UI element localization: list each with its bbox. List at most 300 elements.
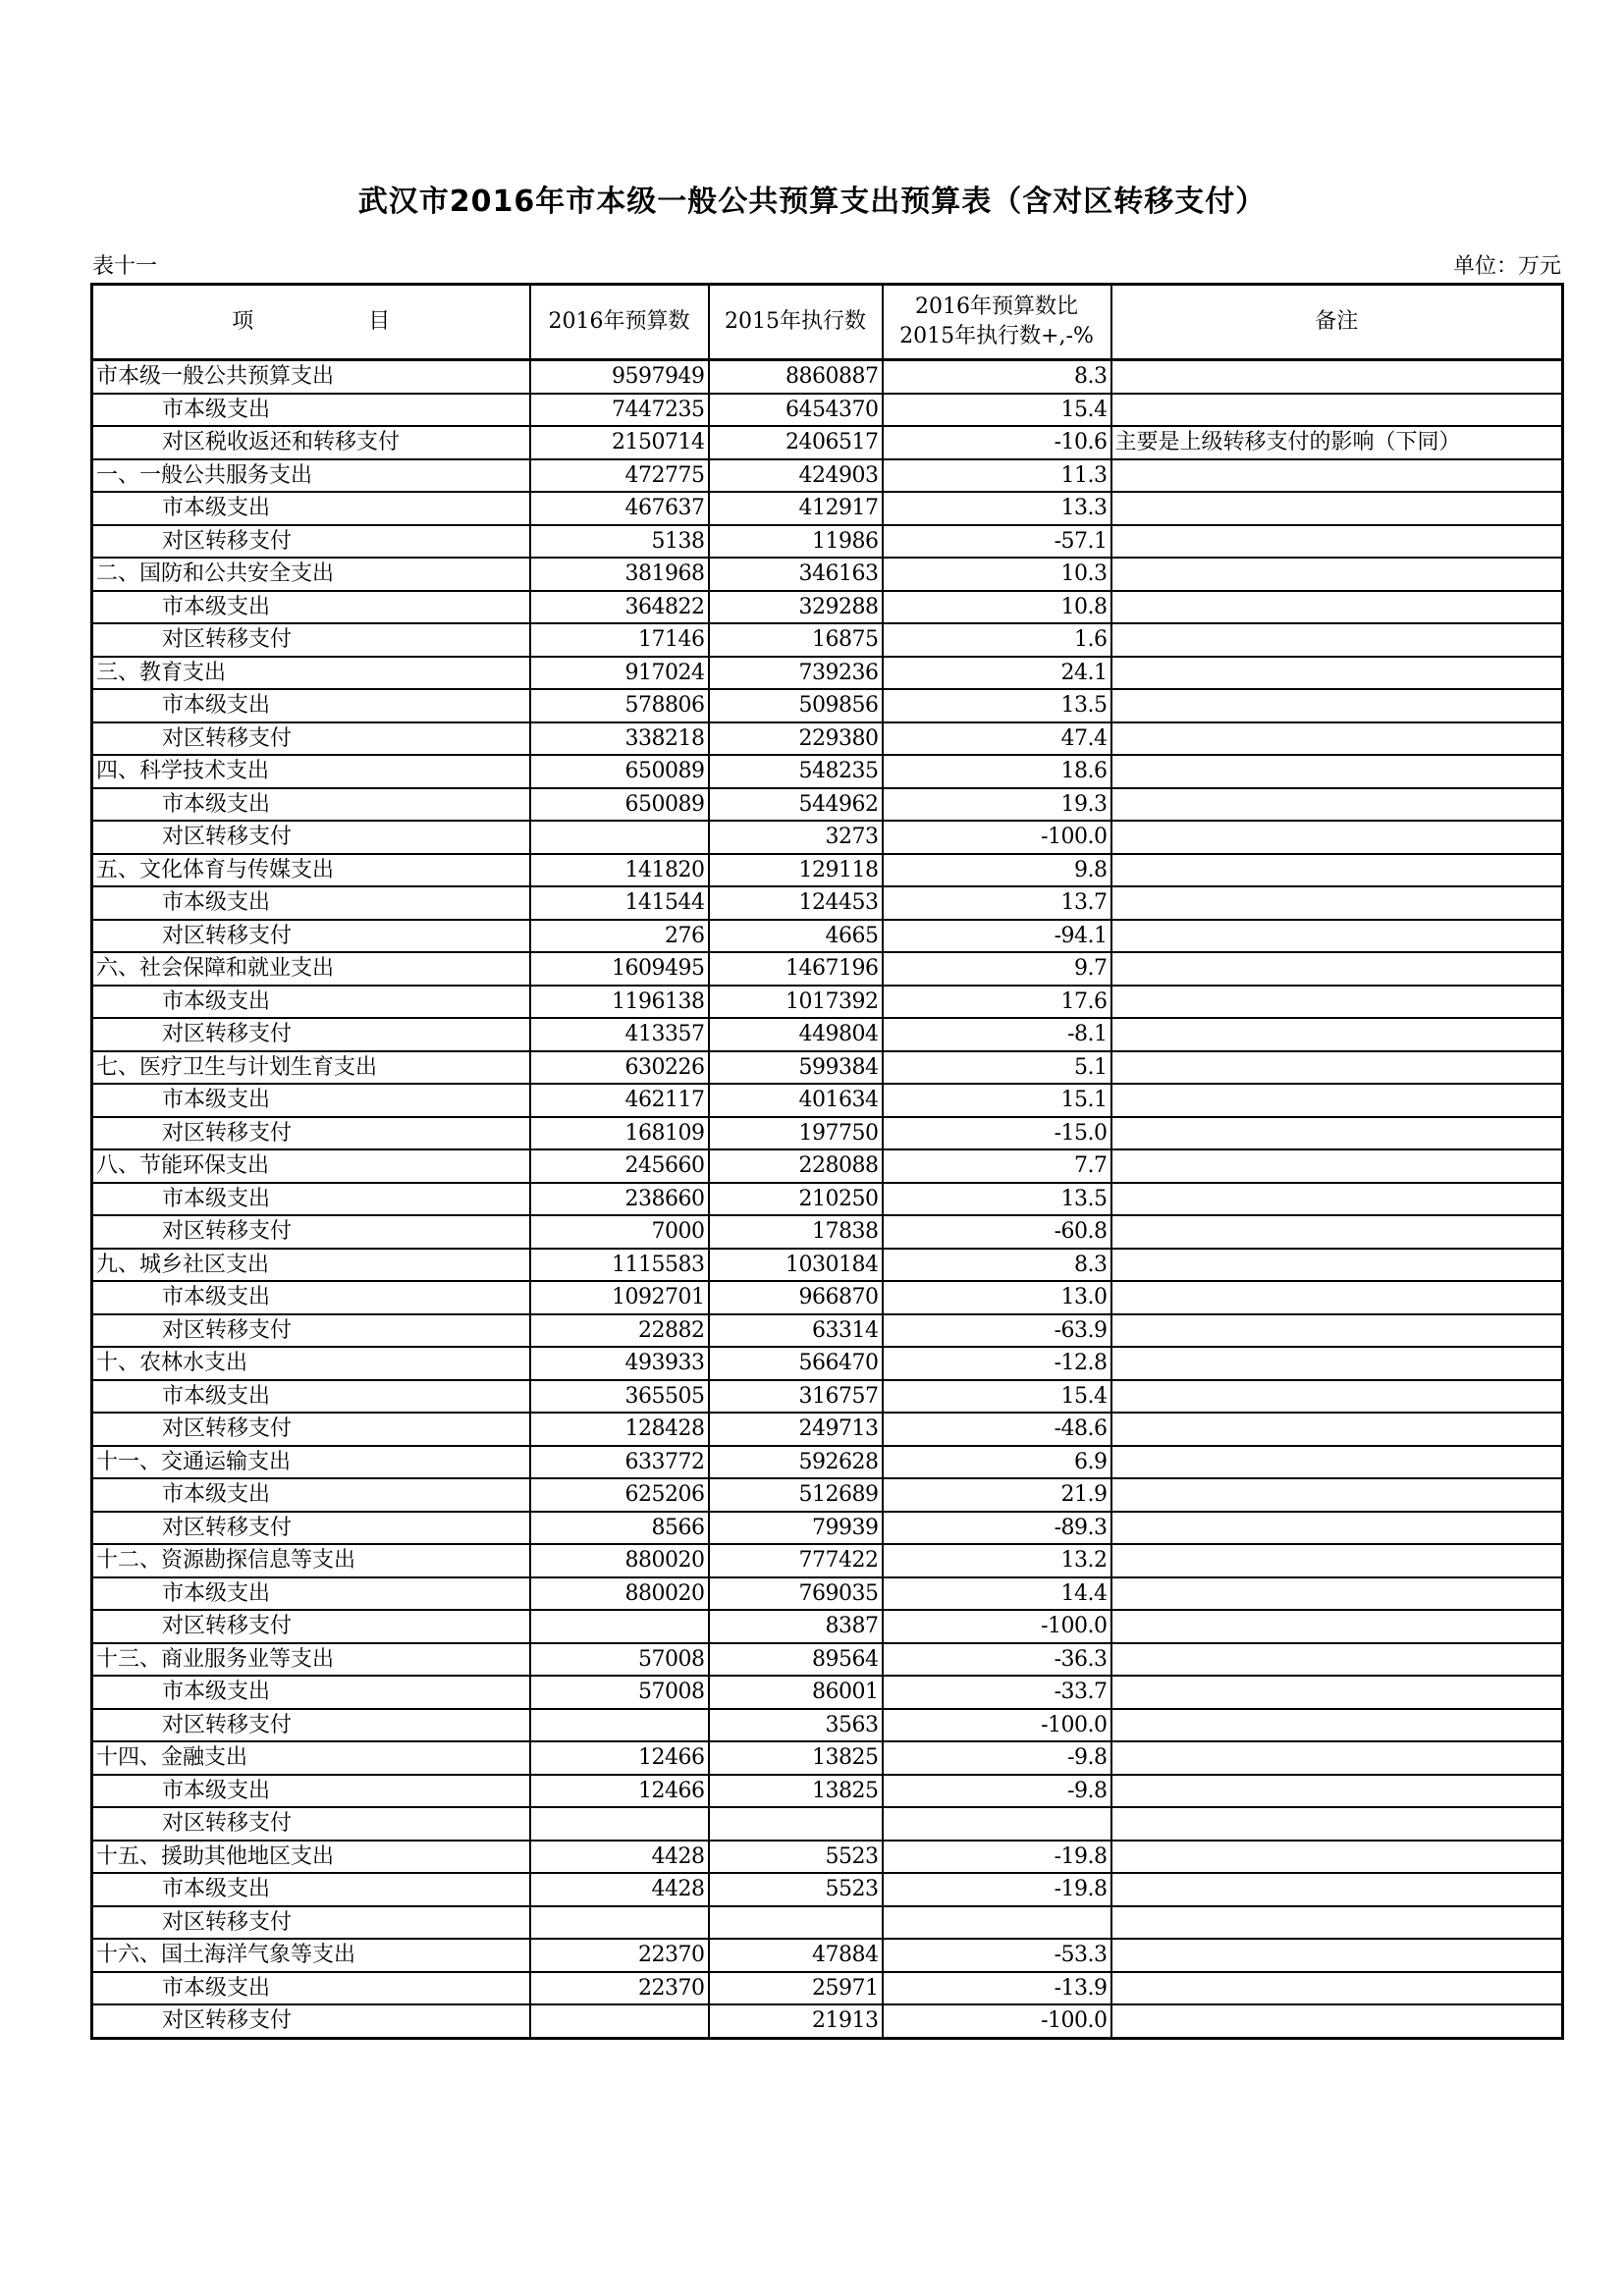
budget-2016-cell: 57008 — [530, 1643, 709, 1677]
item-cell: 市本级支出 — [92, 689, 530, 722]
table-row-subitem — [92, 1117, 1563, 1150]
item-cell: 对区转移支付 — [92, 1610, 530, 1643]
actual-2015-cell: 329288 — [709, 591, 883, 624]
note-cell — [1111, 1446, 1563, 1479]
table-row-subitem — [92, 525, 1563, 559]
table-row-category — [92, 1149, 1563, 1183]
change-percent-cell: -57.1 — [883, 525, 1111, 559]
change-percent-cell: 7.7 — [883, 1149, 1111, 1183]
note-cell — [1111, 1709, 1563, 1742]
actual-2015-cell: 599384 — [709, 1051, 883, 1085]
note-cell: 主要是上级转移支付的影响（下同） — [1111, 426, 1563, 459]
note-cell — [1111, 986, 1563, 1019]
actual-2015-cell: 548235 — [709, 755, 883, 788]
item-cell: 十、农林水支出 — [92, 1347, 530, 1380]
actual-2015-cell: 401634 — [709, 1084, 883, 1117]
table-row-subitem — [92, 821, 1563, 854]
budget-2016-cell: 880020 — [530, 1544, 709, 1577]
table-row-subitem — [92, 1709, 1563, 1742]
table-row-subitem — [92, 1512, 1563, 1545]
table-row-subitem — [92, 591, 1563, 624]
item-cell: 对区转移支付 — [92, 821, 530, 854]
change-percent-cell: 10.3 — [883, 558, 1111, 591]
header-item — [92, 285, 530, 360]
budget-2016-cell: 22882 — [530, 1314, 709, 1348]
note-cell — [1111, 1775, 1563, 1808]
actual-2015-cell: 1030184 — [709, 1249, 883, 1282]
budget-2016-cell: 413357 — [530, 1018, 709, 1051]
budget-2016-cell: 625206 — [530, 1478, 709, 1512]
table-row-subitem — [92, 1478, 1563, 1512]
note-cell — [1111, 1149, 1563, 1183]
note-cell — [1111, 886, 1563, 920]
table-row-subitem — [92, 986, 1563, 1019]
budget-2016-cell: 1609495 — [530, 952, 709, 986]
item-cell: 市本级支出 — [92, 1775, 530, 1808]
note-cell — [1111, 1577, 1563, 1611]
table-row-subitem — [92, 1906, 1563, 1940]
budget-2016-cell: 1115583 — [530, 1249, 709, 1282]
change-percent-cell: 14.4 — [883, 1577, 1111, 1611]
budget-table — [90, 283, 1564, 2040]
note-cell — [1111, 1741, 1563, 1775]
budget-2016-cell: 381968 — [530, 558, 709, 591]
header-change-line1: 2016年预算数比 — [915, 294, 1078, 319]
item-cell: 七、医疗卫生与计划生育支出 — [92, 1051, 530, 1085]
table-row-subitem — [92, 1676, 1563, 1709]
unit-label: 单位：万元 — [1452, 254, 1561, 279]
actual-2015-cell: 512689 — [709, 1478, 883, 1512]
item-cell: 市本级支出 — [92, 1972, 530, 2005]
budget-2016-cell: 630226 — [530, 1051, 709, 1085]
note-cell — [1111, 1215, 1563, 1249]
table-row-subitem — [92, 1413, 1563, 1446]
budget-2016-cell: 22370 — [530, 1972, 709, 2005]
header-budget-2016: 2016年预算数 — [530, 285, 709, 360]
actual-2015-cell: 777422 — [709, 1544, 883, 1577]
note-cell — [1111, 1281, 1563, 1314]
budget-2016-cell — [530, 1807, 709, 1841]
note-cell — [1111, 1873, 1563, 1906]
table-row-subitem — [92, 1807, 1563, 1841]
change-percent-cell: -36.3 — [883, 1643, 1111, 1677]
item-cell: 市本级支出 — [92, 591, 530, 624]
actual-2015-cell: 509856 — [709, 689, 883, 722]
table-row-subitem — [92, 1873, 1563, 1906]
budget-2016-cell: 633772 — [530, 1446, 709, 1479]
header-row — [92, 285, 1563, 360]
item-cell: 对区转移支付 — [92, 2004, 530, 2038]
note-cell — [1111, 952, 1563, 986]
note-cell — [1111, 525, 1563, 559]
change-percent-cell: -19.8 — [883, 1841, 1111, 1874]
change-percent-cell: 13.5 — [883, 689, 1111, 722]
item-cell: 对区转移支付 — [92, 1906, 530, 1940]
table-row-subitem — [92, 788, 1563, 822]
change-percent-cell — [883, 1906, 1111, 1940]
actual-2015-cell: 424903 — [709, 459, 883, 493]
note-cell — [1111, 1544, 1563, 1577]
item-cell: 对区转移支付 — [92, 1413, 530, 1446]
change-percent-cell: -13.9 — [883, 1972, 1111, 2005]
table-row-subitem — [92, 492, 1563, 525]
note-cell — [1111, 1249, 1563, 1282]
note-cell — [1111, 1018, 1563, 1051]
item-cell: 市本级支出 — [92, 1183, 530, 1216]
change-percent-cell: 15.4 — [883, 394, 1111, 427]
change-percent-cell: -63.9 — [883, 1314, 1111, 1348]
budget-2016-cell: 472775 — [530, 459, 709, 493]
budget-2016-cell: 141820 — [530, 854, 709, 887]
change-percent-cell: 13.7 — [883, 886, 1111, 920]
item-cell: 市本级支出 — [92, 986, 530, 1019]
item-cell: 市本级支出 — [92, 1873, 530, 1906]
item-cell: 十四、金融支出 — [92, 1741, 530, 1775]
change-percent-cell: -12.8 — [883, 1347, 1111, 1380]
change-percent-cell: 10.8 — [883, 591, 1111, 624]
item-cell: 对区转移支付 — [92, 1512, 530, 1545]
actual-2015-cell: 2406517 — [709, 426, 883, 459]
budget-2016-cell: 650089 — [530, 788, 709, 822]
table-row-category — [92, 1643, 1563, 1677]
item-cell: 九、城乡社区支出 — [92, 1249, 530, 1282]
change-percent-cell: 11.3 — [883, 459, 1111, 493]
change-percent-cell: -48.6 — [883, 1413, 1111, 1446]
change-percent-cell: -33.7 — [883, 1676, 1111, 1709]
table-body — [92, 360, 1563, 2039]
note-cell — [1111, 920, 1563, 953]
change-percent-cell: 6.9 — [883, 1446, 1111, 1479]
table-row-category — [92, 952, 1563, 986]
actual-2015-cell: 1467196 — [709, 952, 883, 986]
actual-2015-cell: 592628 — [709, 1446, 883, 1479]
item-cell: 对区转移支付 — [92, 1709, 530, 1742]
item-cell: 四、科学技术支出 — [92, 755, 530, 788]
table-row-category — [92, 558, 1563, 591]
change-percent-cell: 24.1 — [883, 657, 1111, 690]
actual-2015-cell: 47884 — [709, 1939, 883, 1972]
item-cell: 五、文化体育与传媒支出 — [92, 854, 530, 887]
budget-2016-cell: 462117 — [530, 1084, 709, 1117]
actual-2015-cell: 124453 — [709, 886, 883, 920]
change-percent-cell: -89.3 — [883, 1512, 1111, 1545]
table-header — [92, 285, 1563, 360]
item-cell: 对区转移支付 — [92, 1117, 530, 1150]
actual-2015-cell: 210250 — [709, 1183, 883, 1216]
table-row-subitem — [92, 1084, 1563, 1117]
actual-2015-cell: 89564 — [709, 1643, 883, 1677]
item-cell: 十五、援助其他地区支出 — [92, 1841, 530, 1874]
table-row-subitem — [92, 722, 1563, 756]
document-title: 武汉市2016年市本级一般公共预算支出预算表（含对区转移支付） — [357, 185, 1267, 219]
table-row-subitem — [92, 1610, 1563, 1643]
change-percent-cell: -100.0 — [883, 1709, 1111, 1742]
actual-2015-cell: 544962 — [709, 788, 883, 822]
table-row-category — [92, 657, 1563, 690]
actual-2015-cell: 129118 — [709, 854, 883, 887]
item-cell: 对区转移支付 — [92, 920, 530, 953]
note-cell — [1111, 821, 1563, 854]
actual-2015-cell: 566470 — [709, 1347, 883, 1380]
budget-2016-cell: 365505 — [530, 1380, 709, 1414]
actual-2015-cell: 228088 — [709, 1149, 883, 1183]
change-percent-cell: 9.8 — [883, 854, 1111, 887]
table-row-category — [92, 1249, 1563, 1282]
table-row-subitem — [92, 1380, 1563, 1414]
budget-2016-cell — [530, 1610, 709, 1643]
item-cell: 三、教育支出 — [92, 657, 530, 690]
header-change — [883, 285, 1111, 360]
note-cell — [1111, 1183, 1563, 1216]
note-cell — [1111, 1807, 1563, 1841]
note-cell — [1111, 558, 1563, 591]
table-row-category — [92, 1347, 1563, 1380]
budget-2016-cell: 141544 — [530, 886, 709, 920]
note-cell — [1111, 1643, 1563, 1677]
actual-2015-cell: 8860887 — [709, 360, 883, 394]
actual-2015-cell: 8387 — [709, 1610, 883, 1643]
change-percent-cell: -100.0 — [883, 2004, 1111, 2038]
change-percent-cell: 8.3 — [883, 360, 1111, 394]
item-cell: 市本级支出 — [92, 1281, 530, 1314]
change-percent-cell: -8.1 — [883, 1018, 1111, 1051]
actual-2015-cell: 21913 — [709, 2004, 883, 2038]
table-row-subitem — [92, 2004, 1563, 2038]
actual-2015-cell: 17838 — [709, 1215, 883, 1249]
note-cell — [1111, 1347, 1563, 1380]
table-row-subitem — [92, 1314, 1563, 1348]
table-row-category — [92, 459, 1563, 493]
item-cell: 十二、资源勘探信息等支出 — [92, 1544, 530, 1577]
budget-2016-cell: 493933 — [530, 1347, 709, 1380]
change-percent-cell: 18.6 — [883, 755, 1111, 788]
budget-2016-cell — [530, 821, 709, 854]
table-row-subitem — [92, 623, 1563, 657]
note-cell — [1111, 394, 1563, 427]
change-percent-cell: 13.5 — [883, 1183, 1111, 1216]
actual-2015-cell: 346163 — [709, 558, 883, 591]
change-percent-cell: 17.6 — [883, 986, 1111, 1019]
actual-2015-cell: 86001 — [709, 1676, 883, 1709]
actual-2015-cell: 5523 — [709, 1873, 883, 1906]
table-row-category — [92, 1741, 1563, 1775]
table-row-subitem — [92, 1281, 1563, 1314]
budget-2016-cell: 578806 — [530, 689, 709, 722]
actual-2015-cell: 13825 — [709, 1775, 883, 1808]
table-row-subitem — [92, 1577, 1563, 1611]
table-row-subitem — [92, 394, 1563, 427]
actual-2015-cell: 412917 — [709, 492, 883, 525]
budget-2016-cell: 4428 — [530, 1841, 709, 1874]
item-cell: 市本级支出 — [92, 1676, 530, 1709]
item-cell: 市本级支出 — [92, 1478, 530, 1512]
note-cell — [1111, 1676, 1563, 1709]
budget-2016-cell: 1196138 — [530, 986, 709, 1019]
budget-2016-cell: 4428 — [530, 1873, 709, 1906]
change-percent-cell: -9.8 — [883, 1741, 1111, 1775]
budget-2016-cell: 9597949 — [530, 360, 709, 394]
note-cell — [1111, 1906, 1563, 1940]
note-cell — [1111, 1512, 1563, 1545]
actual-2015-cell — [709, 1906, 883, 1940]
budget-2016-cell: 7000 — [530, 1215, 709, 1249]
budget-2016-cell: 1092701 — [530, 1281, 709, 1314]
note-cell — [1111, 1610, 1563, 1643]
actual-2015-cell: 11986 — [709, 525, 883, 559]
budget-2016-cell: 22370 — [530, 1939, 709, 1972]
table-row-category — [92, 1051, 1563, 1085]
item-cell: 一、一般公共服务支出 — [92, 459, 530, 493]
note-cell — [1111, 591, 1563, 624]
item-cell: 市本级支出 — [92, 1380, 530, 1414]
item-cell: 对区转移支付 — [92, 1215, 530, 1249]
table-row-subitem — [92, 1018, 1563, 1051]
item-cell: 六、社会保障和就业支出 — [92, 952, 530, 986]
item-cell: 市本级支出 — [92, 886, 530, 920]
note-cell — [1111, 1972, 1563, 2005]
actual-2015-cell: 4665 — [709, 920, 883, 953]
change-percent-cell: 13.3 — [883, 492, 1111, 525]
change-percent-cell: 13.2 — [883, 1544, 1111, 1577]
budget-2016-cell: 238660 — [530, 1183, 709, 1216]
actual-2015-cell: 16875 — [709, 623, 883, 657]
item-cell: 对区转移支付 — [92, 623, 530, 657]
change-percent-cell: -19.8 — [883, 1873, 1111, 1906]
item-cell: 对区税收返还和转移支付 — [92, 426, 530, 459]
budget-2016-cell: 7447235 — [530, 394, 709, 427]
budget-2016-cell: 8566 — [530, 1512, 709, 1545]
change-percent-cell: 15.4 — [883, 1380, 1111, 1414]
item-cell: 十一、交通运输支出 — [92, 1446, 530, 1479]
note-cell — [1111, 1841, 1563, 1874]
header-actual-2015: 2015年执行数 — [709, 285, 883, 360]
budget-2016-cell: 57008 — [530, 1676, 709, 1709]
budget-2016-cell: 17146 — [530, 623, 709, 657]
item-cell: 市本级支出 — [92, 492, 530, 525]
table-row-category — [92, 854, 1563, 887]
actual-2015-cell: 13825 — [709, 1741, 883, 1775]
change-percent-cell: -100.0 — [883, 821, 1111, 854]
actual-2015-cell: 25971 — [709, 1972, 883, 2005]
change-percent-cell: 13.0 — [883, 1281, 1111, 1314]
item-cell: 对区转移支付 — [92, 722, 530, 756]
actual-2015-cell: 739236 — [709, 657, 883, 690]
actual-2015-cell: 316757 — [709, 1380, 883, 1414]
change-percent-cell: -100.0 — [883, 1610, 1111, 1643]
actual-2015-cell: 6454370 — [709, 394, 883, 427]
budget-2016-cell: 128428 — [530, 1413, 709, 1446]
change-percent-cell: -9.8 — [883, 1775, 1111, 1808]
item-cell: 市本级支出 — [92, 1577, 530, 1611]
change-percent-cell: 15.1 — [883, 1084, 1111, 1117]
budget-2016-cell: 276 — [530, 920, 709, 953]
budget-2016-cell: 880020 — [530, 1577, 709, 1611]
note-cell — [1111, 854, 1563, 887]
table-row-subitem — [92, 920, 1563, 953]
note-cell — [1111, 788, 1563, 822]
item-cell: 对区转移支付 — [92, 525, 530, 559]
item-cell: 对区转移支付 — [92, 1018, 530, 1051]
note-cell — [1111, 1380, 1563, 1414]
change-percent-cell: 1.6 — [883, 623, 1111, 657]
change-percent-cell: -15.0 — [883, 1117, 1111, 1150]
note-cell — [1111, 360, 1563, 394]
header-item-label: 项 目 — [232, 309, 391, 334]
budget-2016-cell: 12466 — [530, 1775, 709, 1808]
item-cell: 二、国防和公共安全支出 — [92, 558, 530, 591]
item-cell: 十六、国土海洋气象等支出 — [92, 1939, 530, 1972]
table-row-category — [92, 1544, 1563, 1577]
item-cell: 市本级一般公共预算支出 — [92, 360, 530, 394]
change-percent-cell: 9.7 — [883, 952, 1111, 986]
change-percent-cell: 47.4 — [883, 722, 1111, 756]
table-row-category — [92, 360, 1563, 394]
item-cell: 对区转移支付 — [92, 1807, 530, 1841]
actual-2015-cell: 769035 — [709, 1577, 883, 1611]
table-row-subitem — [92, 426, 1563, 459]
actual-2015-cell: 63314 — [709, 1314, 883, 1348]
note-cell — [1111, 2004, 1563, 2038]
note-cell — [1111, 1084, 1563, 1117]
item-cell: 市本级支出 — [92, 788, 530, 822]
budget-2016-cell: 5138 — [530, 525, 709, 559]
change-percent-cell: -53.3 — [883, 1939, 1111, 1972]
actual-2015-cell: 1017392 — [709, 986, 883, 1019]
note-cell — [1111, 492, 1563, 525]
note-cell — [1111, 1117, 1563, 1150]
actual-2015-cell — [709, 1807, 883, 1841]
note-cell — [1111, 689, 1563, 722]
actual-2015-cell: 249713 — [709, 1413, 883, 1446]
actual-2015-cell: 3563 — [709, 1709, 883, 1742]
budget-2016-cell: 364822 — [530, 591, 709, 624]
table-row-subitem — [92, 1215, 1563, 1249]
budget-2016-cell — [530, 1709, 709, 1742]
table-row-category — [92, 1939, 1563, 1972]
actual-2015-cell: 3273 — [709, 821, 883, 854]
item-cell: 十三、商业服务业等支出 — [92, 1643, 530, 1677]
note-cell — [1111, 1478, 1563, 1512]
table-row-category — [92, 1841, 1563, 1874]
table-row-subitem — [92, 1775, 1563, 1808]
actual-2015-cell: 966870 — [709, 1281, 883, 1314]
budget-2016-cell: 650089 — [530, 755, 709, 788]
change-percent-cell: 8.3 — [883, 1249, 1111, 1282]
actual-2015-cell: 79939 — [709, 1512, 883, 1545]
budget-2016-cell: 917024 — [530, 657, 709, 690]
item-cell: 市本级支出 — [92, 1084, 530, 1117]
table-label: 表十一 — [92, 254, 158, 279]
budget-2016-cell — [530, 2004, 709, 2038]
budget-2016-cell: 245660 — [530, 1149, 709, 1183]
table-row-category — [92, 1446, 1563, 1479]
note-cell — [1111, 1051, 1563, 1085]
change-percent-cell: 5.1 — [883, 1051, 1111, 1085]
header-note: 备注 — [1111, 285, 1563, 360]
budget-2016-cell: 2150714 — [530, 426, 709, 459]
budget-2016-cell: 467637 — [530, 492, 709, 525]
table-row-subitem — [92, 1183, 1563, 1216]
note-cell — [1111, 722, 1563, 756]
header-change-line2: 2015年执行数+,-% — [899, 324, 1094, 348]
note-cell — [1111, 623, 1563, 657]
change-percent-cell: 19.3 — [883, 788, 1111, 822]
budget-2016-cell: 338218 — [530, 722, 709, 756]
table-row-subitem — [92, 1972, 1563, 2005]
note-cell — [1111, 1314, 1563, 1348]
change-percent-cell: -60.8 — [883, 1215, 1111, 1249]
table-row-subitem — [92, 689, 1563, 722]
